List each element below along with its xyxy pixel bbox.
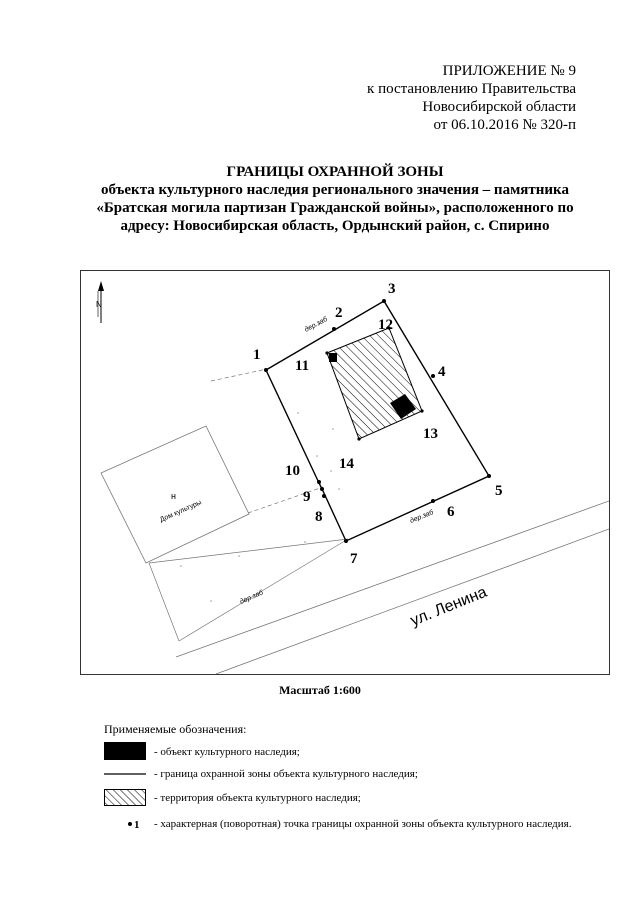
street-edge: [216, 529, 609, 674]
point-label-9: 9: [303, 489, 311, 505]
boundary-point-11: [325, 351, 328, 354]
legend-item-boundary: [104, 764, 624, 786]
appendix-line: к постановлению Правительства: [367, 81, 576, 97]
north-label: N: [96, 300, 102, 309]
appendix-title: ПРИЛОЖЕНИЕ № 9: [442, 63, 576, 79]
boundary-point-13: [420, 409, 423, 412]
heading-line: адресу: Новосибирская область, Ордынский район, с. Спирино: [120, 218, 550, 234]
legend-text: - граница охранной зоны объекта культурного наследия;: [154, 768, 418, 780]
point-marker-label: 1: [134, 819, 140, 831]
heritage-territory: [327, 328, 422, 439]
legend-item-territory: [104, 788, 624, 810]
boundary-point-5: [487, 474, 491, 478]
heading-line: «Братская могила партизан Гражданской войны», расположенного по: [96, 200, 574, 216]
point-label-13: 13: [423, 426, 438, 442]
legend-text: - территория объекта культурного наследия;: [154, 792, 361, 804]
heading-title: ГРАНИЦЫ ОХРАННОЙ ЗОНЫ: [226, 164, 444, 180]
boundary-point-7: [344, 539, 348, 543]
boundary-point-1: [264, 368, 268, 372]
fence-label: дер.заб: [238, 589, 265, 606]
context-fence: [149, 539, 348, 563]
legend-title: Применяемые обозначения:: [104, 722, 247, 736]
point-label-12: 12: [378, 317, 393, 333]
solid-fill-icon: [104, 742, 146, 760]
boundary-point-4: [431, 374, 435, 378]
point-label-4: 4: [438, 364, 446, 380]
appendix-header: [336, 62, 576, 134]
point-label-2: 2: [335, 305, 343, 321]
legend-text: - характерная (поворотная) точка границы охранной зоны объекта культурного наследия.: [154, 818, 572, 830]
legend-item-point: [104, 814, 624, 836]
document-heading: [60, 163, 610, 235]
context-fence: [211, 369, 267, 381]
point-label-8: 8: [315, 509, 323, 525]
map-scale: Масштаб 1:600: [279, 683, 361, 697]
boundary-point-10: [317, 480, 321, 484]
map-drawing: [81, 271, 609, 674]
street-edge: [176, 501, 609, 657]
appendix-line: Новосибирской области: [422, 99, 576, 115]
boundary-point-14: [357, 437, 360, 440]
street-label: ул. Ленина: [408, 583, 490, 630]
boundary-point-8: [322, 494, 326, 498]
context-fence: [248, 487, 323, 513]
legend-text: - объект культурного наследия;: [154, 746, 300, 758]
map-frame: [80, 270, 610, 675]
point-label-1: 1: [253, 347, 261, 363]
boundary-point-2: [332, 327, 336, 331]
appendix-date: от 06.10.2016 № 320-п: [433, 117, 576, 133]
survey-marks: [180, 412, 340, 602]
point-label-14: 14: [339, 456, 354, 472]
line-icon: [104, 764, 146, 784]
point-label-7: 7: [350, 551, 358, 567]
heritage-object: [329, 353, 337, 362]
point-label-6: 6: [447, 504, 455, 520]
point-icon: [104, 814, 146, 834]
point-label-11: 11: [295, 358, 310, 374]
heading-line: объекта культурного наследия регионального значения – памятника: [101, 182, 569, 198]
point-label-3: 3: [388, 281, 396, 297]
boundary-point-9: [320, 487, 324, 491]
context-fence: [149, 563, 179, 641]
point-label-10: 10: [285, 463, 300, 479]
legend-item-heritage-object: [104, 742, 624, 764]
fence-label: дер.заб: [303, 316, 329, 334]
building-letter: н: [171, 491, 176, 501]
boundary-point-6: [431, 499, 435, 503]
building-label: Дом культуры: [158, 499, 203, 524]
hatch-icon: [104, 788, 146, 808]
boundary-point-3: [382, 299, 386, 303]
fence-label: дер.заб: [409, 509, 435, 525]
point-label-5: 5: [495, 483, 503, 499]
